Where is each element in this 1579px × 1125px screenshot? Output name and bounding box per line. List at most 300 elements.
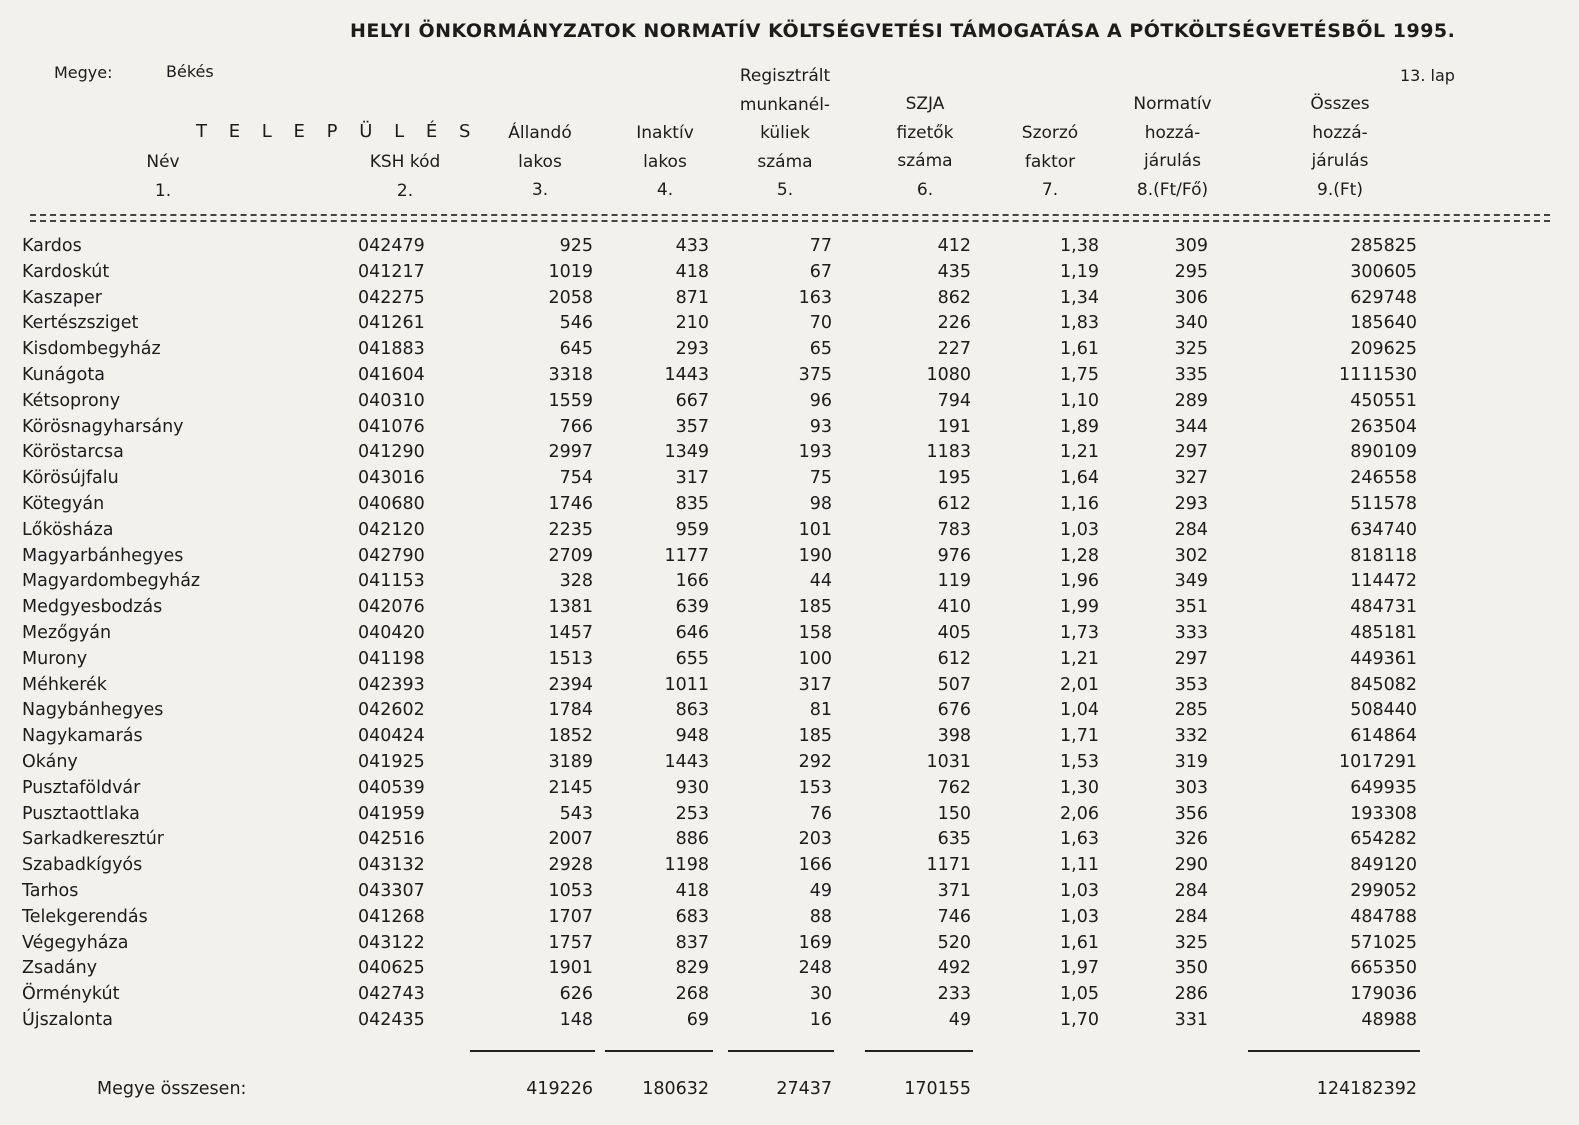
resident-count: 1053 [548, 881, 593, 901]
total-contribution-cell: 48988 [1361, 1010, 1417, 1030]
ksh-code: 041604 [358, 365, 425, 385]
szja-count: 150 [937, 804, 971, 824]
multiplier-factor: 1,63 [1060, 829, 1099, 849]
inactive-count: 667 [675, 391, 709, 411]
inactive-count: 69 [686, 1010, 709, 1030]
multiplier-factor: 1,03 [1060, 520, 1099, 540]
ksh-code: 040310 [358, 391, 425, 411]
total-inactive: 180632 [642, 1079, 709, 1099]
normative-contribution: 331 [1174, 1010, 1208, 1030]
multiplier-factor: 1,28 [1060, 546, 1099, 566]
inactive-count: 863 [675, 700, 709, 720]
total-contribution-cell: 649935 [1350, 778, 1417, 798]
inactive-count: 1349 [664, 442, 709, 462]
normative-contribution: 303 [1174, 778, 1208, 798]
county-name: Békés [166, 62, 214, 81]
total-contribution-cell: 263504 [1350, 417, 1417, 437]
settlement-name: Telekgerendás [22, 907, 148, 927]
resident-count: 2058 [548, 288, 593, 308]
resident-count: 3318 [548, 365, 593, 385]
normative-contribution: 289 [1174, 391, 1208, 411]
document-title: HELYI ÖNKORMÁNYZATOK NORMATÍV KÖLTSÉGVETÉSI TÁMOGATÁSA A PÓTKÖLTSÉGVETÉSBŐL 1995. [350, 20, 1456, 42]
inactive-count: 268 [675, 984, 709, 1004]
ksh-code: 041198 [358, 649, 425, 669]
unemployed-count: 16 [809, 1010, 832, 1030]
resident-count: 546 [559, 313, 593, 333]
resident-count: 1381 [548, 597, 593, 617]
normative-contribution: 327 [1174, 468, 1208, 488]
ksh-code: 041153 [358, 571, 425, 591]
szja-count: 49 [948, 1010, 971, 1030]
resident-count: 1559 [548, 391, 593, 411]
resident-count: 754 [559, 468, 593, 488]
normative-contribution: 335 [1174, 365, 1208, 385]
normative-contribution: 344 [1174, 417, 1208, 437]
total-unemployed: 27437 [776, 1079, 832, 1099]
unemployed-count: 67 [809, 262, 832, 282]
multiplier-factor: 1,97 [1060, 958, 1099, 978]
szja-count: 1183 [926, 442, 971, 462]
normative-contribution: 349 [1174, 571, 1208, 591]
ksh-code: 043132 [358, 855, 425, 875]
szja-count: 492 [937, 958, 971, 978]
unemployed-count: 93 [809, 417, 832, 437]
resident-count: 1784 [548, 700, 593, 720]
normative-contribution: 356 [1174, 804, 1208, 824]
szja-count: 520 [937, 933, 971, 953]
inactive-count: 646 [675, 623, 709, 643]
ksh-code: 041883 [358, 339, 425, 359]
total-contribution-cell: 484788 [1350, 907, 1417, 927]
ksh-code: 042516 [358, 829, 425, 849]
normative-contribution: 325 [1174, 933, 1208, 953]
ksh-code: 041959 [358, 804, 425, 824]
inactive-count: 835 [675, 494, 709, 514]
szja-count: 435 [937, 262, 971, 282]
settlement-name: Kötegyán [22, 494, 105, 514]
unemployed-count: 163 [798, 288, 832, 308]
inactive-count: 837 [675, 933, 709, 953]
resident-count: 1746 [548, 494, 593, 514]
header-inactive: Inaktív lakos 4. [636, 123, 694, 200]
unemployed-count: 75 [809, 468, 832, 488]
ksh-code: 041217 [358, 262, 425, 282]
multiplier-factor: 1,64 [1060, 468, 1099, 488]
settlement-name: Pusztaottlaka [22, 804, 140, 824]
header-separator [30, 214, 1550, 222]
unemployed-count: 153 [798, 778, 832, 798]
sum-line-3 [470, 1050, 595, 1052]
resident-count: 645 [559, 339, 593, 359]
szja-count: 371 [937, 881, 971, 901]
resident-count: 2007 [548, 829, 593, 849]
multiplier-factor: 1,05 [1060, 984, 1099, 1004]
unemployed-count: 169 [798, 933, 832, 953]
multiplier-factor: 1,03 [1060, 907, 1099, 927]
inactive-count: 886 [675, 829, 709, 849]
normative-contribution: 285 [1174, 700, 1208, 720]
settlement-name: Magyarbánhegyes [22, 546, 184, 566]
ksh-code: 040420 [358, 623, 425, 643]
inactive-count: 1198 [664, 855, 709, 875]
szja-count: 746 [937, 907, 971, 927]
szja-count: 227 [937, 339, 971, 359]
szja-count: 862 [937, 288, 971, 308]
settlement-name: Sarkadkeresztúr [22, 829, 164, 849]
normative-contribution: 284 [1174, 907, 1208, 927]
multiplier-factor: 1,21 [1060, 649, 1099, 669]
normative-contribution: 326 [1174, 829, 1208, 849]
normative-contribution: 309 [1174, 236, 1208, 256]
resident-count: 2928 [548, 855, 593, 875]
multiplier-factor: 1,75 [1060, 365, 1099, 385]
settlement-name: Kisdombegyház [22, 339, 161, 359]
normative-contribution: 297 [1174, 649, 1208, 669]
unemployed-count: 203 [798, 829, 832, 849]
szja-count: 794 [937, 391, 971, 411]
inactive-count: 433 [675, 236, 709, 256]
inactive-count: 1011 [664, 675, 709, 695]
multiplier-factor: 1,16 [1060, 494, 1099, 514]
multiplier-factor: 1,83 [1060, 313, 1099, 333]
unemployed-count: 100 [798, 649, 832, 669]
total-contribution-cell: 300605 [1350, 262, 1417, 282]
settlement-name: Nagybánhegyes [22, 700, 164, 720]
szja-count: 762 [937, 778, 971, 798]
normative-contribution: 351 [1174, 597, 1208, 617]
total-contribution-cell: 450551 [1350, 391, 1417, 411]
sum-line-4 [605, 1050, 713, 1052]
ksh-code: 042479 [358, 236, 425, 256]
szja-count: 410 [937, 597, 971, 617]
ksh-code: 041290 [358, 442, 425, 462]
sum-line-9 [1248, 1050, 1420, 1052]
multiplier-factor: 1,73 [1060, 623, 1099, 643]
inactive-count: 1443 [664, 752, 709, 772]
normative-contribution: 297 [1174, 442, 1208, 462]
unemployed-count: 30 [809, 984, 832, 1004]
resident-count: 925 [559, 236, 593, 256]
ksh-code: 043307 [358, 881, 425, 901]
header-total-contribution: Összes hozzá- járulás 9.(Ft) [1310, 94, 1370, 200]
multiplier-factor: 1,89 [1060, 417, 1099, 437]
header-normative: Normatív hozzá- járulás 8.(Ft/Fő) [1133, 94, 1212, 200]
settlement-name: Kardos [22, 236, 82, 256]
unemployed-count: 77 [809, 236, 832, 256]
county-label: Megye: [54, 63, 113, 82]
unemployed-count: 76 [809, 804, 832, 824]
normative-contribution: 284 [1174, 520, 1208, 540]
ksh-code: 042743 [358, 984, 425, 1004]
resident-count: 1513 [548, 649, 593, 669]
multiplier-factor: 1,03 [1060, 881, 1099, 901]
total-contribution-cell: 299052 [1350, 881, 1417, 901]
header-name: Név 1. [146, 152, 180, 201]
multiplier-factor: 1,21 [1060, 442, 1099, 462]
normative-contribution: 302 [1174, 546, 1208, 566]
resident-count: 328 [559, 571, 593, 591]
sum-line-6 [865, 1050, 973, 1052]
resident-count: 2235 [548, 520, 593, 540]
inactive-count: 317 [675, 468, 709, 488]
normative-contribution: 333 [1174, 623, 1208, 643]
szja-count: 976 [937, 546, 971, 566]
total-contribution-cell: 185640 [1350, 313, 1417, 333]
total-contribution-cell: 1111530 [1339, 365, 1417, 385]
unemployed-count: 81 [809, 700, 832, 720]
header-resident: Állandó lakos 3. [508, 123, 572, 200]
multiplier-factor: 1,34 [1060, 288, 1099, 308]
szja-count: 635 [937, 829, 971, 849]
ksh-code: 042076 [358, 597, 425, 617]
settlement-name: Pusztaföldvár [22, 778, 141, 798]
inactive-count: 930 [675, 778, 709, 798]
szja-count: 398 [937, 726, 971, 746]
szja-count: 676 [937, 700, 971, 720]
szja-count: 119 [937, 571, 971, 591]
settlement-name: Kaszaper [22, 288, 102, 308]
szja-count: 1171 [926, 855, 971, 875]
settlement-name: Kardoskút [22, 262, 110, 282]
unemployed-count: 193 [798, 442, 832, 462]
unemployed-count: 317 [798, 675, 832, 695]
szja-count: 191 [937, 417, 971, 437]
resident-count: 1901 [548, 958, 593, 978]
resident-count: 543 [559, 804, 593, 824]
ksh-code: 041268 [358, 907, 425, 927]
multiplier-factor: 1,71 [1060, 726, 1099, 746]
unemployed-count: 49 [809, 881, 832, 901]
total-contribution-cell: 449361 [1350, 649, 1417, 669]
total-contribution-cell: 285825 [1350, 236, 1417, 256]
resident-count: 2997 [548, 442, 593, 462]
inactive-count: 418 [675, 881, 709, 901]
unemployed-count: 190 [798, 546, 832, 566]
szja-count: 405 [937, 623, 971, 643]
county-total-label: Megye összesen: [97, 1079, 247, 1099]
szja-count: 612 [937, 649, 971, 669]
resident-count: 2145 [548, 778, 593, 798]
ksh-code: 041076 [358, 417, 425, 437]
unemployed-count: 101 [798, 520, 832, 540]
szja-count: 233 [937, 984, 971, 1004]
normative-contribution: 353 [1174, 675, 1208, 695]
multiplier-factor: 1,30 [1060, 778, 1099, 798]
inactive-count: 293 [675, 339, 709, 359]
settlement-name: Méhkerék [22, 675, 107, 695]
settlement-name: Zsadány [22, 958, 98, 978]
unemployed-count: 70 [809, 313, 832, 333]
sum-line-5 [728, 1050, 834, 1052]
settlement-name: Örménykút [22, 984, 120, 1004]
normative-contribution: 293 [1174, 494, 1208, 514]
inactive-count: 959 [675, 520, 709, 540]
settlement-name: Kunágota [22, 365, 105, 385]
szja-count: 1031 [926, 752, 971, 772]
ksh-code: 040625 [358, 958, 425, 978]
multiplier-factor: 1,61 [1060, 339, 1099, 359]
settlement-name: Végegyháza [22, 933, 129, 953]
settlement-name: Körösújfalu [22, 468, 119, 488]
resident-count: 3189 [548, 752, 593, 772]
total-contribution-cell: 818118 [1350, 546, 1417, 566]
inactive-count: 418 [675, 262, 709, 282]
total-contribution-cell: 484731 [1350, 597, 1417, 617]
settlement-name: Medgyesbodzás [22, 597, 163, 617]
normative-contribution: 325 [1174, 339, 1208, 359]
resident-count: 1707 [548, 907, 593, 927]
settlement-name: Köröstarcsa [22, 442, 124, 462]
normative-contribution: 290 [1174, 855, 1208, 875]
resident-count: 2394 [548, 675, 593, 695]
normative-contribution: 340 [1174, 313, 1208, 333]
ksh-code: 042393 [358, 675, 425, 695]
settlement-group-header: T E L E P Ü L É S [196, 121, 479, 142]
multiplier-factor: 1,61 [1060, 933, 1099, 953]
ksh-code: 040424 [358, 726, 425, 746]
total-contribution-cell: 1017291 [1339, 752, 1417, 772]
settlement-name: Lőkösháza [22, 520, 114, 540]
total-contribution-cell: 614864 [1350, 726, 1417, 746]
settlement-name: Murony [22, 649, 88, 669]
total-contribution-cell: 571025 [1350, 933, 1417, 953]
settlement-name: Magyardombegyház [22, 571, 201, 591]
szja-count: 226 [937, 313, 971, 333]
multiplier-factor: 1,96 [1060, 571, 1099, 591]
total-szja: 170155 [904, 1079, 971, 1099]
normative-contribution: 306 [1174, 288, 1208, 308]
total-contribution-cell: 890109 [1350, 442, 1417, 462]
normative-contribution: 319 [1174, 752, 1208, 772]
total-contribution-cell: 246558 [1350, 468, 1417, 488]
inactive-count: 683 [675, 907, 709, 927]
unemployed-count: 96 [809, 391, 832, 411]
settlement-name: Mezőgyán [22, 623, 112, 643]
szja-count: 1080 [926, 365, 971, 385]
total-contribution-cell: 193308 [1350, 804, 1417, 824]
unemployed-count: 88 [809, 907, 832, 927]
resident-count: 2709 [548, 546, 593, 566]
ksh-code: 042275 [358, 288, 425, 308]
settlement-name: Kétsoprony [22, 391, 121, 411]
unemployed-count: 44 [809, 571, 832, 591]
normative-contribution: 350 [1174, 958, 1208, 978]
resident-count: 148 [559, 1010, 593, 1030]
inactive-count: 253 [675, 804, 709, 824]
ksh-code: 043016 [358, 468, 425, 488]
multiplier-factor: 1,99 [1060, 597, 1099, 617]
multiplier-factor: 1,11 [1060, 855, 1099, 875]
multiplier-factor: 1,10 [1060, 391, 1099, 411]
inactive-count: 829 [675, 958, 709, 978]
unemployed-count: 375 [798, 365, 832, 385]
resident-count: 626 [559, 984, 593, 1004]
settlement-name: Szabadkígyós [22, 855, 143, 875]
resident-count: 1019 [548, 262, 593, 282]
inactive-count: 357 [675, 417, 709, 437]
total-contribution-cell: 511578 [1350, 494, 1417, 514]
ksh-code: 042790 [358, 546, 425, 566]
multiplier-factor: 2,01 [1060, 675, 1099, 695]
szja-count: 612 [937, 494, 971, 514]
settlement-name: Körösnagyharsány [22, 417, 184, 437]
total-contribution-cell: 629748 [1350, 288, 1417, 308]
settlement-name: Okány [22, 752, 78, 772]
inactive-count: 1177 [664, 546, 709, 566]
unemployed-count: 185 [798, 726, 832, 746]
settlement-name: Nagykamarás [22, 726, 143, 746]
total-contribution-cell: 654282 [1350, 829, 1417, 849]
normative-contribution: 286 [1174, 984, 1208, 1004]
unemployed-count: 65 [809, 339, 832, 359]
total-contribution-cell: 179036 [1350, 984, 1417, 1004]
resident-count: 1852 [548, 726, 593, 746]
normative-contribution: 332 [1174, 726, 1208, 746]
total-contribution: 124182392 [1316, 1079, 1417, 1099]
unemployed-count: 158 [798, 623, 832, 643]
total-contribution-cell: 665350 [1350, 958, 1417, 978]
inactive-count: 210 [675, 313, 709, 333]
multiplier-factor: 1,38 [1060, 236, 1099, 256]
szja-count: 412 [937, 236, 971, 256]
unemployed-count: 98 [809, 494, 832, 514]
total-contribution-cell: 485181 [1350, 623, 1417, 643]
page-number: 13. lap [1400, 66, 1455, 85]
settlement-name: Kertészsziget [22, 313, 139, 333]
ksh-code: 042120 [358, 520, 425, 540]
ksh-code: 040539 [358, 778, 425, 798]
normative-contribution: 284 [1174, 881, 1208, 901]
normative-contribution: 295 [1174, 262, 1208, 282]
unemployed-count: 292 [798, 752, 832, 772]
multiplier-factor: 1,53 [1060, 752, 1099, 772]
settlement-name: Újszalonta [22, 1010, 113, 1030]
resident-count: 1457 [548, 623, 593, 643]
szja-count: 195 [937, 468, 971, 488]
inactive-count: 1443 [664, 365, 709, 385]
inactive-count: 871 [675, 288, 709, 308]
total-contribution-cell: 114472 [1350, 571, 1417, 591]
multiplier-factor: 2,06 [1060, 804, 1099, 824]
szja-count: 783 [937, 520, 971, 540]
multiplier-factor: 1,70 [1060, 1010, 1099, 1030]
ksh-code: 043122 [358, 933, 425, 953]
header-unemployed: Regisztrált munkanél- küliek száma 5. [739, 66, 831, 200]
total-contribution-cell: 849120 [1350, 855, 1417, 875]
total-contribution-cell: 508440 [1350, 700, 1417, 720]
header-szja: SZJA fizetők száma 6. [896, 94, 954, 200]
ksh-code: 041925 [358, 752, 425, 772]
ksh-code: 042602 [358, 700, 425, 720]
szja-count: 507 [937, 675, 971, 695]
total-contribution-cell: 209625 [1350, 339, 1417, 359]
ksh-code: 040680 [358, 494, 425, 514]
unemployed-count: 166 [798, 855, 832, 875]
unemployed-count: 248 [798, 958, 832, 978]
inactive-count: 655 [675, 649, 709, 669]
unemployed-count: 185 [798, 597, 832, 617]
ksh-code: 042435 [358, 1010, 425, 1030]
resident-count: 766 [559, 417, 593, 437]
resident-count: 1757 [548, 933, 593, 953]
multiplier-factor: 1,04 [1060, 700, 1099, 720]
multiplier-factor: 1,19 [1060, 262, 1099, 282]
total-contribution-cell: 634740 [1350, 520, 1417, 540]
ksh-code: 041261 [358, 313, 425, 333]
total-resident: 419226 [526, 1079, 593, 1099]
inactive-count: 948 [675, 726, 709, 746]
settlement-name: Tarhos [22, 881, 79, 901]
